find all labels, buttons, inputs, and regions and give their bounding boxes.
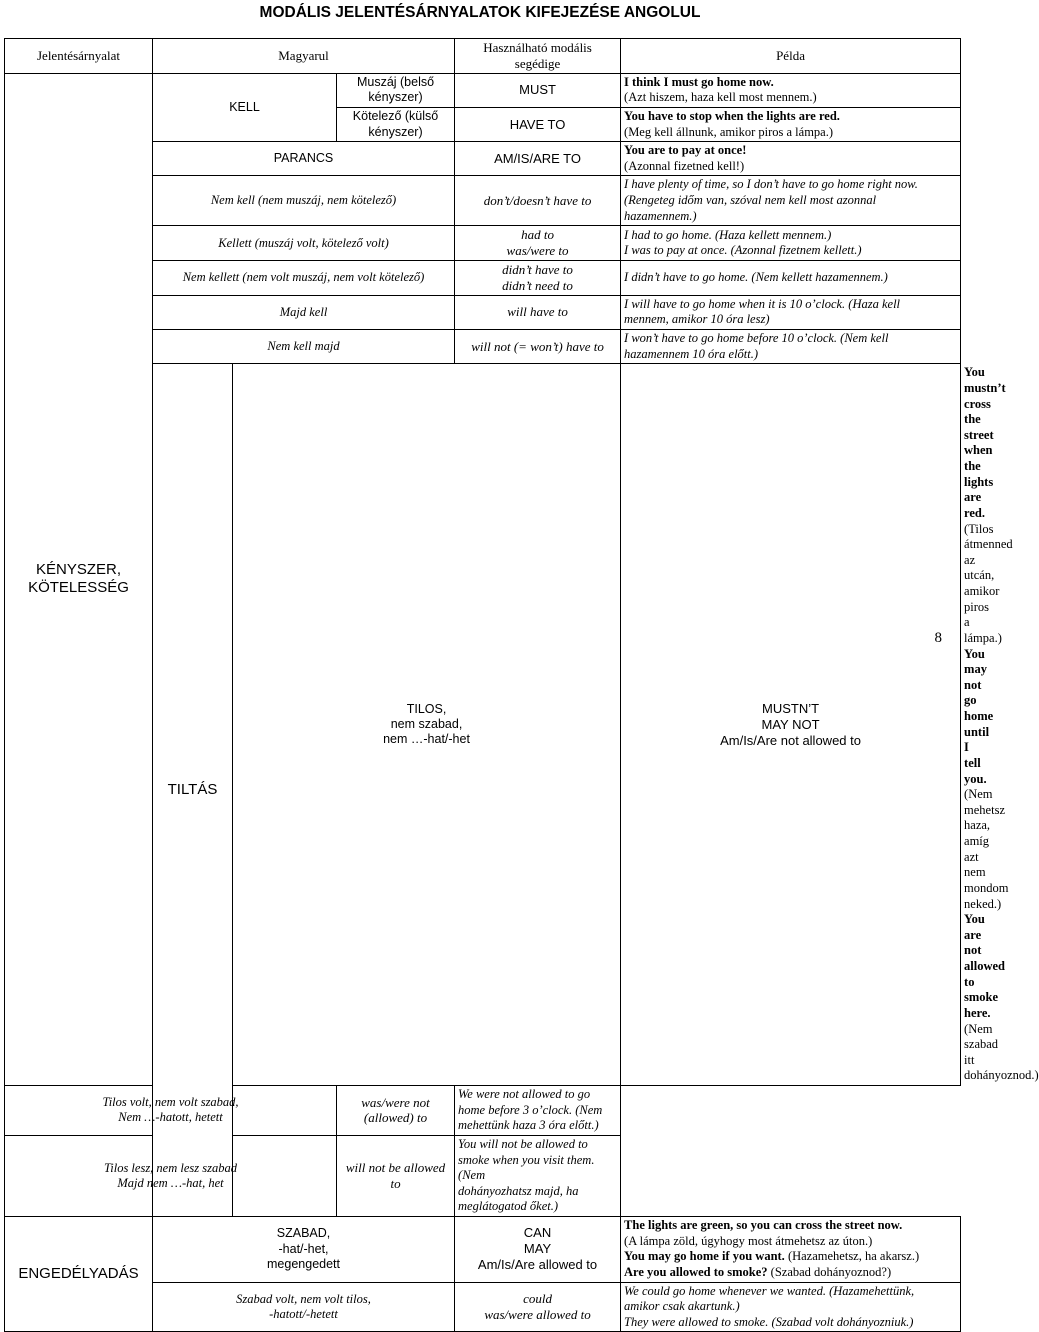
example-could: We could go home whenever we wanted. (Hazamehettünk, amikor csak akartunk.) They were allowed to smoke. (Szabad volt dohányozniuk.)	[621, 1282, 961, 1332]
kellett-label: Kellett (muszáj volt, kötelező volt)	[153, 226, 455, 261]
modality-table	[4, 38, 1039, 1332]
modal-had-to: had to was/were to	[455, 226, 621, 261]
page-title: MODÁLIS JELENTÉSÁRNYALATOK KIFEJEZÉSE ANGOLUL	[259, 4, 701, 21]
modal-will-not-be-allowed: will not be allowed to	[337, 1135, 455, 1216]
kell-label: KELL	[153, 73, 337, 142]
table-row: TILTÁS TILOS, nem szabad, nem …-hat/-het MUSTN’T MAY NOT Am/Is/Are not allowed to You mustn’t cross the street when the lights are red. (Tilos átmenned az utcán, amikor piros a lámpa.) You may not go home until I tell you. (Nem mehetsz haza, amíg azt nem mondom neked.) You are not allowed to smoke here. (Nem szabad itt dohányoznod.)	[5, 364, 961, 1086]
header-magyarul: Magyarul	[153, 39, 455, 74]
header-jelentesarnyalat: Jelentésárnyalat	[5, 39, 153, 74]
category-engedelyadas: ENGEDÉLYADÁS	[5, 1217, 153, 1332]
modal-dont-have-to: don’t/doesn’t have to	[455, 176, 621, 226]
table-row	[5, 73, 961, 107]
nem-kell-label: Nem kell (nem muszáj, nem kötelező)	[153, 176, 455, 226]
nem-kell-majd-label: Nem kell majd	[153, 330, 455, 364]
modal-was-not-allowed: was/were not (allowed) to	[337, 1086, 455, 1136]
example-didnt-have-to: I didn’t have to go home. (Nem kellett hazamennem.)	[621, 261, 961, 296]
modal-have-to: HAVE TO	[455, 107, 621, 141]
majd-kell-label: Majd kell	[153, 295, 455, 329]
szabad-label: SZABAD, -hat/-het, megengedett	[153, 1217, 455, 1283]
example-wont-have-to: I won’t have to go home before 10 o’clock. (Nem kell hazamennem 10 óra előtt.)	[621, 330, 961, 364]
table-row	[5, 1135, 961, 1216]
table-row	[5, 1086, 961, 1136]
example-can: The lights are green, so you can cross the street now. (A lámpa zöld, úgyhogy most átmehetsz az úton.) You may go home if you want. (Hazamehetsz, ha akarsz.) Are you allowed to smoke? (Szabad dohányoznod?)	[621, 1217, 961, 1283]
modal-must: MUST	[455, 73, 621, 107]
kotelezo-label: Kötelező (külső kényszer)	[337, 107, 455, 141]
modal-am-is-are-to: AM/IS/ARE TO	[455, 142, 621, 176]
example-must: I think I must go home now. (Azt hiszem, haza kell most mennem.)	[621, 73, 961, 107]
example-will-have-to: I will have to go home when it is 10 o’clock. (Haza kell mennem, amikor 10 óra lesz)	[621, 295, 961, 329]
header-modal: Használható modális segédige	[455, 39, 621, 74]
nem-kellett-label: Nem kellett (nem volt muszáj, nem volt kötelező)	[153, 261, 455, 296]
modal-could: could was/were allowed to	[455, 1282, 621, 1332]
example-will-not-be-allowed: You will not be allowed to smoke when you visit them. (Nem dohányozhatsz majd, ha meglátogatod őket.)	[455, 1135, 621, 1216]
example-am-to: You are to pay at once! (Azonnal fizetned kell!)	[621, 142, 961, 176]
szabad-volt-label: Szabad volt, nem volt tilos, -hatott/-hetett	[153, 1282, 455, 1332]
modal-mustnt: MUSTN’T MAY NOT Am/Is/Are not allowed to	[621, 364, 961, 1086]
example-had-to: I had to go home. (Haza kellett mennem.) I was to pay at once. (Azonnal fizetnem kellett.)	[621, 226, 961, 261]
modal-didnt-have-to: didn’t have to didn’t need to	[455, 261, 621, 296]
category-tiltas: TILTÁS	[153, 364, 233, 1217]
category-kenyszer: KÉNYSZER, KÖTELESSÉG	[5, 73, 153, 1085]
table-row	[5, 1217, 961, 1283]
example-was-not-allowed: We were not allowed to go home before 3 o’clock. (Nem mehettünk haza 3 óra előtt.)	[455, 1086, 621, 1136]
header-row	[5, 39, 961, 74]
page-number: 8	[934, 630, 942, 646]
modal-can: CAN MAY Am/Is/Are allowed to	[455, 1217, 621, 1283]
modal-will-have-to: will have to	[455, 295, 621, 329]
tilos-label: TILOS, nem szabad, nem …-hat/-het	[233, 364, 621, 1086]
parancs-label: PARANCS	[153, 142, 455, 176]
tilos-lesz-label: Tilos lesz, nem lesz szabad Majd nem …-hat, het	[5, 1135, 337, 1216]
modal-will-not-have-to: will not (= won’t) have to	[455, 330, 621, 364]
header-pelda: Példa	[621, 39, 961, 74]
example-dont-have-to: I have plenty of time, so I don’t have to go home right now. (Rengeteg időm van, szóval nem kell most azonnal hazamennem.)	[621, 176, 961, 226]
example-have-to: You have to stop when the lights are red. (Meg kell állnunk, amikor piros a lámpa.)	[621, 107, 961, 141]
muszaj-label: Muszáj (belső kényszer)	[337, 73, 455, 107]
tilos-volt-label: Tilos volt, nem volt szabad, Nem …-hatott, hetett	[5, 1086, 337, 1136]
